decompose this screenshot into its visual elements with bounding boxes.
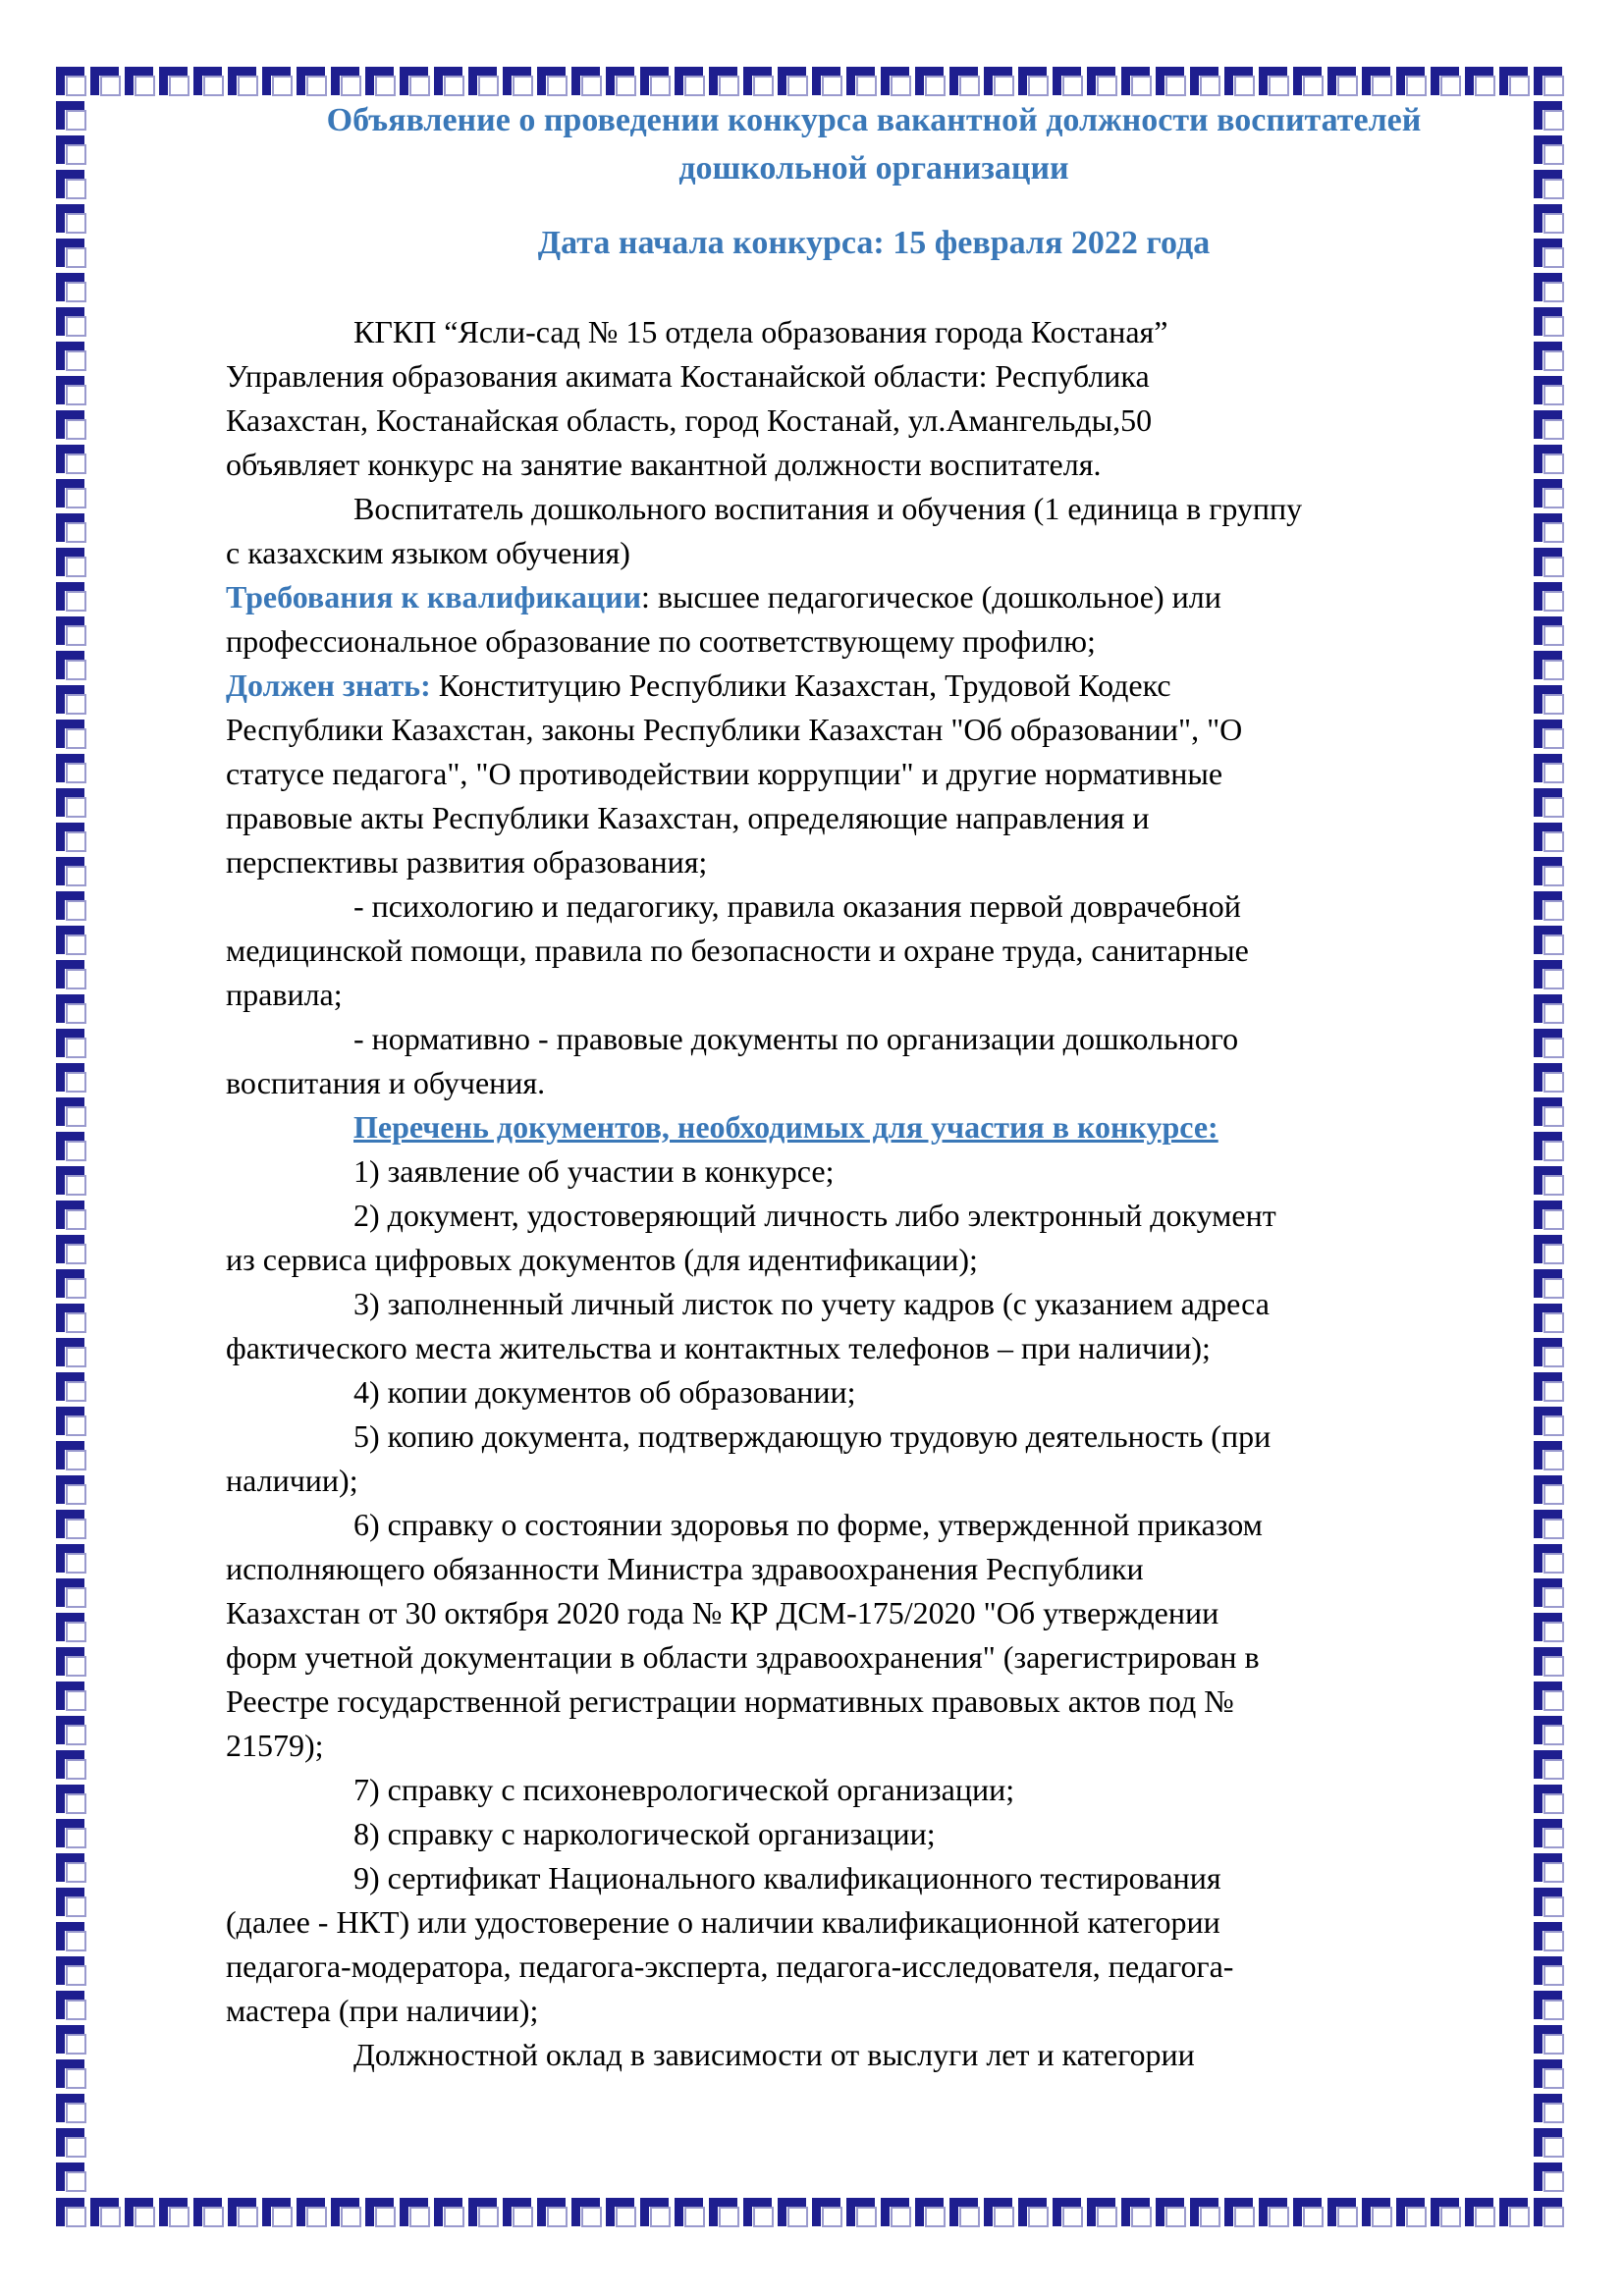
paragraph-text-segment: КГКП “Ясли-сад № 15 отдела образования города Костаная” Управления образования акимата Костанайской области: Республика Казахстан, Костанайская область, город Костанай, ул.Амангельды,50 объявляет конкурс на занятие вакантной должности воспитателя. [226, 314, 1168, 482]
border-square [640, 2196, 673, 2228]
border-square [56, 1370, 88, 1403]
border-square [1327, 65, 1360, 97]
border-square [1087, 2196, 1119, 2228]
border-square [778, 65, 810, 97]
paragraph [226, 1282, 1522, 1370]
border-square [56, 340, 88, 372]
border-square [1534, 752, 1566, 784]
border-square [56, 821, 88, 853]
border-square [1534, 546, 1566, 578]
border-square [984, 2196, 1016, 2228]
border-square [1293, 65, 1326, 97]
paragraph [226, 1415, 1522, 1503]
border-square [90, 65, 123, 97]
border-square [1534, 237, 1566, 269]
border-square [1534, 786, 1566, 819]
border-square [1534, 1989, 1566, 2021]
paragraph-text-segment: 8) справку с наркологической организации; [353, 1816, 936, 1851]
border-square [1327, 2196, 1360, 2228]
border-square [1534, 2023, 1566, 2056]
paragraph [226, 884, 1522, 1017]
border-square [1534, 1095, 1566, 1128]
paragraph-heading-segment: Требования к квалификации [226, 579, 642, 614]
border-square [56, 1267, 88, 1300]
border-square [159, 65, 191, 97]
border-square [56, 271, 88, 303]
border-square [1534, 374, 1566, 406]
border-square [56, 477, 88, 509]
border-square [56, 1199, 88, 1231]
border-square [56, 133, 88, 166]
border-square [1224, 2196, 1257, 2228]
border-square [56, 374, 88, 406]
border-square [56, 718, 88, 750]
border-square [56, 65, 88, 97]
border-square [1018, 65, 1051, 97]
border-square [56, 924, 88, 956]
border-square [1534, 1370, 1566, 1403]
border-square [1396, 65, 1429, 97]
border-square [1534, 1267, 1566, 1300]
border-square [56, 2092, 88, 2124]
paragraph-text-segment: 9) сертификат Национального квалификационного тестирования (далее - НКТ) или удостоверение о наличии квалификационной категории педагога-модератора, педагога-эксперта, педагога-исследователя, педагога- мастера (при наличии); [226, 1860, 1234, 2028]
paragraph [226, 2033, 1522, 2077]
border-square [1534, 1886, 1566, 1918]
border-square [193, 65, 226, 97]
paragraph-text-segment: 6) справку о состоянии здоровья по форме, утвержденной приказом исполняющего обязанности Министра здравоохранения Республики Казахстан от 30 октября 2020 года № ҚР ДСМ-175/2020 "Об утверждении форм учетной документации в области здравоохранения" (зарегистрирован в Реестре государственной регистрации нормативных правовых актов под № 21579); [226, 1507, 1263, 1763]
paragraph-text-segment: 5) копию документа, подтверждающую трудовую деятельность (при наличии); [226, 1418, 1272, 1498]
border-square [400, 65, 432, 97]
border-square [1431, 2196, 1463, 2228]
border-square [640, 65, 673, 97]
border-square [1018, 2196, 1051, 2228]
border-square [1259, 2196, 1291, 2228]
border-square [56, 1680, 88, 1712]
border-square [297, 65, 329, 97]
border-square [56, 1886, 88, 1918]
border-square [1534, 477, 1566, 509]
border-square [846, 65, 879, 97]
border-square [56, 1508, 88, 1540]
border-square [1534, 1473, 1566, 1506]
document-body [226, 310, 1522, 2077]
border-square [709, 2196, 741, 2228]
border-square [1534, 1576, 1566, 1609]
border-square [1121, 2196, 1154, 2228]
border-square [56, 1576, 88, 1609]
border-square [537, 65, 569, 97]
border-square [1534, 718, 1566, 750]
border-square [503, 2196, 535, 2228]
border-square [56, 2196, 88, 2228]
border-square [56, 1061, 88, 1094]
paragraph [226, 487, 1522, 575]
border-square [262, 2196, 295, 2228]
border-square [1534, 65, 1566, 97]
border-square [1534, 1061, 1566, 1094]
border-square [90, 2196, 123, 2228]
border-square [56, 1027, 88, 1059]
border-square [881, 2196, 913, 2228]
border-square [56, 168, 88, 200]
border-square [1534, 1199, 1566, 1231]
border-square [297, 2196, 329, 2228]
border-square [1534, 924, 1566, 956]
border-square [1431, 65, 1463, 97]
border-square [56, 580, 88, 613]
border-square [1534, 271, 1566, 303]
border-square [56, 1714, 88, 1746]
border-square [1259, 65, 1291, 97]
border-square [606, 2196, 638, 2228]
border-square [56, 1920, 88, 1952]
border-square [56, 1336, 88, 1368]
border-square [56, 855, 88, 887]
decorative-border-top [56, 65, 1566, 97]
border-square [56, 1989, 88, 2021]
border-square [778, 2196, 810, 2228]
paragraph-text-segment: : высшее педагогическое (дошкольное) или профессиональное образование по соответствующему профилю; [226, 579, 1221, 659]
paragraph-heading-segment: Должен знать: [226, 667, 439, 703]
border-square [56, 1095, 88, 1128]
border-square [1534, 2196, 1566, 2228]
border-square [56, 1851, 88, 1884]
border-square [56, 443, 88, 475]
border-square [434, 2196, 466, 2228]
document-title: Объявление о проведении конкурса вакантной должности воспитателей дошкольной организации [326, 102, 1422, 187]
border-square [56, 1130, 88, 1162]
border-square [1534, 649, 1566, 681]
border-square [709, 65, 741, 97]
border-square [1534, 2092, 1566, 2124]
border-square [1534, 1680, 1566, 1712]
border-square [1534, 683, 1566, 716]
border-square [1293, 2196, 1326, 2228]
border-square [56, 1405, 88, 1437]
border-square [56, 649, 88, 681]
border-square [1534, 1508, 1566, 1540]
border-square [675, 65, 707, 97]
decorative-border-right [1534, 99, 1566, 2193]
border-square [1534, 821, 1566, 853]
border-square [56, 1164, 88, 1197]
paragraph [226, 310, 1522, 487]
paragraph [226, 1370, 1522, 1415]
border-square [1534, 1920, 1566, 1952]
border-square [56, 889, 88, 922]
border-square [365, 65, 398, 97]
border-square [1534, 1439, 1566, 1471]
border-square [125, 65, 157, 97]
border-square [56, 202, 88, 235]
border-square [743, 2196, 776, 2228]
border-square [56, 1302, 88, 1334]
border-square [571, 65, 604, 97]
border-square [846, 2196, 879, 2228]
border-square [1534, 1336, 1566, 1368]
border-square [56, 1954, 88, 1987]
border-square [984, 65, 1016, 97]
border-square [56, 2057, 88, 2090]
paragraph-text-segment: 2) документ, удостоверяющий личность либо электронный документ из сервиса цифровых документов (для идентификации); [226, 1198, 1276, 1277]
border-square [56, 99, 88, 132]
border-square [1087, 65, 1119, 97]
border-square [1465, 2196, 1497, 2228]
border-square [125, 2196, 157, 2228]
border-square [1534, 443, 1566, 475]
border-square [56, 237, 88, 269]
border-square [56, 546, 88, 578]
border-square [1534, 340, 1566, 372]
border-square [193, 2196, 226, 2228]
border-square [1534, 1714, 1566, 1746]
border-square [262, 65, 295, 97]
border-square [1534, 1783, 1566, 1815]
border-square [56, 2161, 88, 2193]
paragraph [226, 1812, 1522, 1856]
border-square [1534, 1851, 1566, 1884]
border-square [812, 65, 844, 97]
border-square [1534, 1130, 1566, 1162]
border-square [915, 65, 947, 97]
decorative-border-left [56, 99, 88, 2193]
border-square [56, 683, 88, 716]
paragraph-text-segment: - психологию и педагогику, правила оказания первой доврачебной медицинской помощи, правила по безопасности и охране труда, санитарные правила; [226, 888, 1249, 1012]
border-square [1534, 1164, 1566, 1197]
border-square [1534, 2057, 1566, 2090]
border-square [1534, 1302, 1566, 1334]
border-square [1156, 65, 1188, 97]
border-square [56, 958, 88, 990]
border-square [1534, 889, 1566, 922]
border-square [949, 2196, 982, 2228]
border-square [1362, 2196, 1394, 2228]
border-square [56, 752, 88, 784]
border-square [1534, 99, 1566, 132]
paragraph-text-segment: 1) заявление об участии в конкурсе; [353, 1153, 835, 1189]
border-square [675, 2196, 707, 2228]
border-square [56, 992, 88, 1025]
border-square [228, 65, 260, 97]
border-square [56, 1233, 88, 1265]
border-square [1534, 614, 1566, 647]
border-square [56, 1817, 88, 1849]
border-square [1534, 855, 1566, 887]
date-heading: Дата начала конкурса: 15 февраля 2022 года [537, 225, 1211, 261]
border-square [331, 2196, 363, 2228]
paragraph-text-segment: Воспитатель дошкольного воспитания и обучения (1 единица в группу с казахским языком обучения) [226, 491, 1303, 570]
border-square [1121, 65, 1154, 97]
border-square [1465, 65, 1497, 97]
border-square [1224, 65, 1257, 97]
border-square [812, 2196, 844, 2228]
border-square [1534, 2126, 1566, 2159]
border-square [1156, 2196, 1188, 2228]
document-content [226, 96, 1522, 2077]
border-square [1534, 958, 1566, 990]
border-square [400, 2196, 432, 2228]
border-square [1534, 1611, 1566, 1643]
paragraph [226, 575, 1522, 664]
paragraph [226, 1194, 1522, 1282]
paragraph-text-segment: 3) заполненный личный листок по учету кадров (с указанием адреса фактического места жительства и контактных телефонов – при наличии); [226, 1286, 1270, 1365]
border-square [331, 65, 363, 97]
border-square [468, 2196, 501, 2228]
paragraph [226, 1768, 1522, 1812]
border-square [56, 1611, 88, 1643]
border-square [1190, 65, 1222, 97]
border-square [1053, 65, 1085, 97]
border-square [1534, 992, 1566, 1025]
border-square [56, 408, 88, 441]
border-square [1534, 168, 1566, 200]
border-square [56, 1473, 88, 1506]
border-square [1534, 1542, 1566, 1575]
border-square [1534, 1817, 1566, 1849]
paragraph-text-segment: 7) справку с психоневрологической организации; [353, 1772, 1015, 1807]
border-square [503, 65, 535, 97]
border-square [1534, 305, 1566, 338]
paragraph [226, 1017, 1522, 1105]
border-square [915, 2196, 947, 2228]
paragraph [226, 1105, 1522, 1149]
border-square [228, 2196, 260, 2228]
border-square [537, 2196, 569, 2228]
border-square [1534, 580, 1566, 613]
border-square [1499, 2196, 1532, 2228]
border-square [56, 1748, 88, 1781]
border-square [1396, 2196, 1429, 2228]
border-square [606, 65, 638, 97]
border-square [434, 65, 466, 97]
border-square [56, 1542, 88, 1575]
paragraph-heading-segment: Перечень документов, необходимых для участия в конкурсе: [353, 1109, 1218, 1145]
paragraph-text-segment: 4) копии документов об образовании; [353, 1374, 856, 1410]
paragraph-text-segment: Должностной оклад в зависимости от выслуги лет и категории [353, 2037, 1195, 2072]
border-square [1534, 1233, 1566, 1265]
border-square [56, 2126, 88, 2159]
paragraph [226, 664, 1522, 884]
border-square [1190, 2196, 1222, 2228]
border-square [1499, 65, 1532, 97]
paragraph [226, 1503, 1522, 1768]
border-square [365, 2196, 398, 2228]
border-square [1534, 1027, 1566, 1059]
border-square [56, 614, 88, 647]
border-square [1534, 1748, 1566, 1781]
border-square [743, 65, 776, 97]
border-square [468, 65, 501, 97]
border-square [56, 1783, 88, 1815]
border-square [949, 65, 982, 97]
border-square [56, 511, 88, 544]
border-square [1534, 1954, 1566, 1987]
paragraph [226, 1149, 1522, 1194]
border-square [56, 305, 88, 338]
border-square [56, 2023, 88, 2056]
border-square [1534, 408, 1566, 441]
border-square [56, 786, 88, 819]
decorative-border-bottom [56, 2196, 1566, 2228]
paragraph [226, 1856, 1522, 2033]
border-square [1362, 65, 1394, 97]
border-square [1534, 1405, 1566, 1437]
border-square [1534, 202, 1566, 235]
border-square [1534, 133, 1566, 166]
border-square [1053, 2196, 1085, 2228]
border-square [56, 1645, 88, 1678]
border-square [571, 2196, 604, 2228]
border-square [159, 2196, 191, 2228]
paragraph-text-segment: - нормативно - правовые документы по организации дошкольного воспитания и обучения. [226, 1021, 1239, 1100]
border-square [1534, 511, 1566, 544]
border-square [56, 1439, 88, 1471]
border-square [1534, 1645, 1566, 1678]
border-square [1534, 2161, 1566, 2193]
border-square [881, 65, 913, 97]
paragraph-text-segment: Конституцию Республики Казахстан, Трудовой Кодекс Республики Казахстан, законы Республики Казахстан "Об образовании", "О статусе педагога", "О противодействии коррупции" и другие нормативные правовые акты Республики Казахстан, определяющие направления и перспективы развития образования; [226, 667, 1243, 880]
